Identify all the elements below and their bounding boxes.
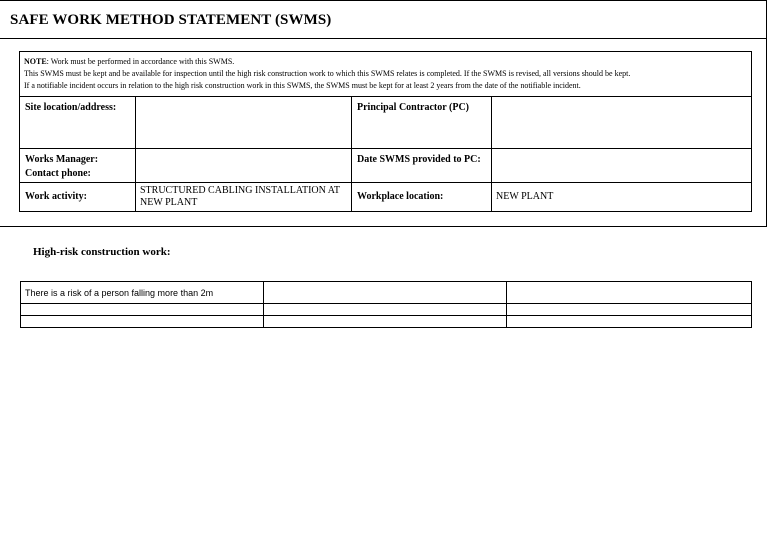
title-bar bbox=[0, 0, 767, 39]
note-line-2: This SWMS must be kept and be available for inspection until the high risk construction work to which this SWMS relates is completed. If the SWMS is revised, all versions should be kept. bbox=[24, 69, 631, 78]
note-line-3: If a notifiable incident occurs in relation to the high risk construction work in this SWMS, the SWMS must be kept for at least 2 years from the date of the notifiable incident. bbox=[24, 81, 581, 90]
risk-cell[interactable] bbox=[507, 316, 752, 328]
risk-cell[interactable]: There is a risk of a person falling more than 2m bbox=[21, 282, 264, 304]
risk-cell[interactable] bbox=[264, 282, 507, 304]
work-activity-label: Work activity: bbox=[20, 183, 136, 212]
work-activity-field[interactable]: STRUCTURED CABLING INSTALLATION AT NEW PLANT bbox=[136, 183, 352, 212]
risk-cell[interactable] bbox=[21, 316, 264, 328]
date-swms-field[interactable] bbox=[492, 149, 752, 183]
swms-details-table bbox=[19, 51, 752, 212]
high-risk-heading: High-risk construction work: bbox=[33, 246, 171, 258]
site-location-label: Site location/address: bbox=[20, 97, 136, 149]
document-title: SAFE WORK METHOD STATEMENT (SWMS) bbox=[10, 12, 332, 28]
principal-contractor-label: Principal Contractor (PC) bbox=[352, 97, 492, 149]
table-row bbox=[21, 316, 752, 328]
risk-cell[interactable] bbox=[264, 304, 507, 316]
risk-cell[interactable] bbox=[21, 304, 264, 316]
table-row bbox=[21, 282, 752, 304]
table-row bbox=[21, 304, 752, 316]
contact-phone-label: Contact phone: bbox=[25, 168, 91, 179]
works-manager-label: Works Manager: Contact phone: bbox=[20, 149, 136, 183]
note-label: NOTE bbox=[24, 57, 47, 66]
risk-cell[interactable] bbox=[507, 304, 752, 316]
risk-cell[interactable] bbox=[264, 316, 507, 328]
principal-contractor-field[interactable] bbox=[492, 97, 752, 149]
workplace-location-field[interactable]: NEW PLANT bbox=[492, 183, 752, 212]
note-box bbox=[20, 52, 752, 97]
works-manager-field[interactable] bbox=[136, 149, 352, 183]
site-location-field[interactable] bbox=[136, 97, 352, 149]
risk-cell[interactable] bbox=[507, 282, 752, 304]
workplace-location-label: Workplace location: bbox=[352, 183, 492, 212]
note-line-1: NOTE: Work must be performed in accordance with this SWMS. bbox=[24, 57, 235, 66]
high-risk-table bbox=[20, 281, 752, 328]
date-swms-label: Date SWMS provided to PC: bbox=[352, 149, 492, 183]
